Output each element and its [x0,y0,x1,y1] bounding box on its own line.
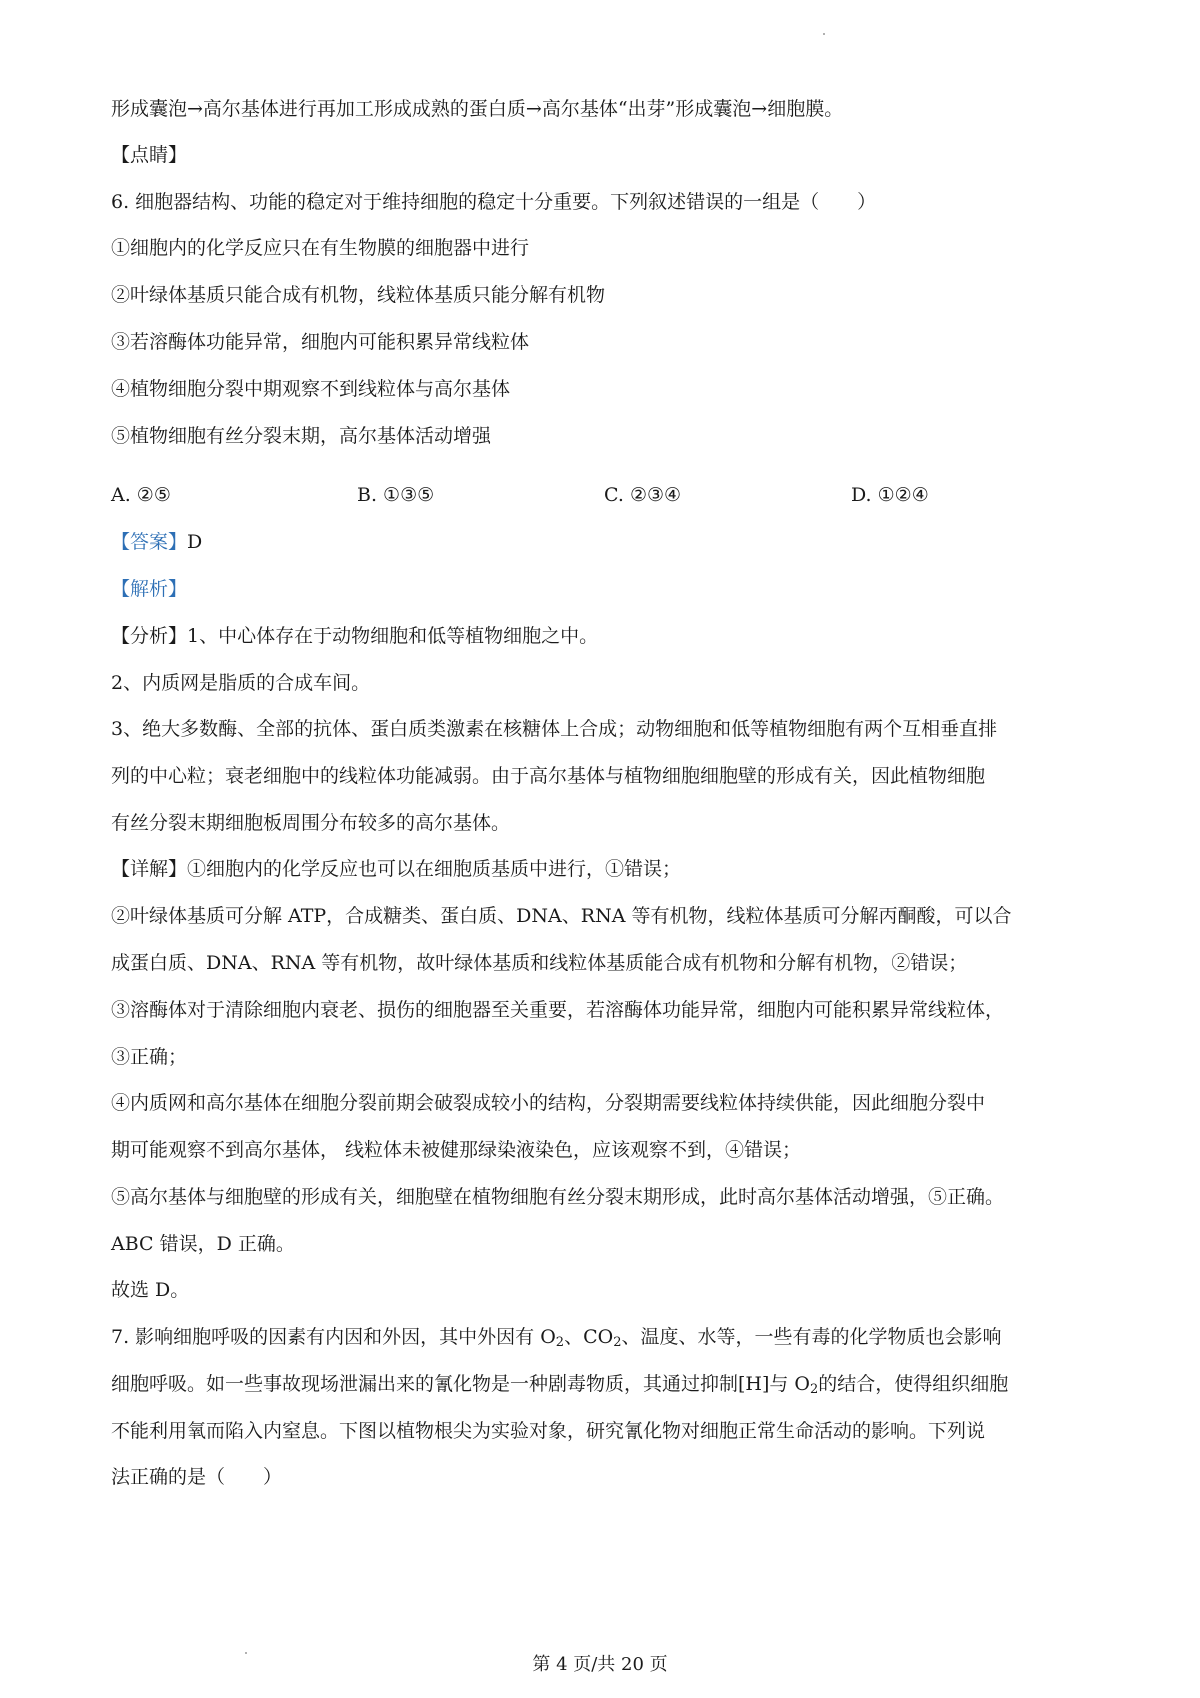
q7-sub-1: 2 [555,1335,565,1350]
statement-4: ④植物细胞分裂中期观察不到线粒体与高尔基体 [111,378,511,400]
answer-tag: 【答案】 [111,531,188,553]
statement-3: ③若溶酶体功能异常，细胞内可能积累异常线粒体 [111,331,530,353]
scan-speck [823,33,825,35]
detail-3b: ③正确； [111,1046,188,1068]
page-footer: 第 4 页/共 20 页 [532,1654,668,1675]
detail-5: ⑤高尔基体与细胞壁的形成有关，细胞壁在植物细胞有丝分裂末期形成，此时高尔基体活动增强，⑤正确。 [111,1186,1005,1208]
q7-text-3: 、温度、水等，一些有毒的化学物质也会影响 [621,1326,1002,1348]
answer-value: D [187,531,203,553]
detail-4a: ④内质网和高尔基体在细胞分裂前期会破裂成较小的结构，分裂期需要线粒体持续供能，因此细胞分裂中 [111,1092,986,1114]
statement-1: ①细胞内的化学反应只在有生物膜的细胞器中进行 [111,237,530,259]
detail-2a: ②叶绿体基质可分解 ATP，合成糖类、蛋白质、DNA、RNA 等有机物，线粒体基质可分解丙酮酸，可以合 [111,905,1012,927]
detail-4b: 期可能观察不到高尔基体， 线粒体未被健那绿染液染色，应该观察不到，④错误； [111,1139,802,1161]
answer-line [111,530,202,554]
question-7-line-4: 法正确的是（ ） [111,1466,283,1488]
option-a: A. ②⑤ [111,484,171,506]
q7-text-2: 、CO [564,1326,614,1348]
statement-5: ⑤植物细胞有丝分裂末期，高尔基体活动增强 [111,425,492,447]
question-7-line-2 [111,1372,1008,1402]
note-heading: 【点睛】 [111,144,188,166]
statement-2: ②叶绿体基质只能合成有机物，线粒体基质只能分解有机物 [111,284,606,306]
question-6: 6. 细胞器结构、功能的稳定对于维持细胞的稳定十分重要。下列叙述错误的一组是（ ） [111,191,877,213]
detail-3a: ③溶酶体对于清除细胞内衰老、损伤的细胞器至关重要，若溶酶体功能异常，细胞内可能积累异常线粒体， [111,999,1005,1021]
q7-text-5: 的结合，使得组织细胞 [818,1373,1009,1395]
options-row [111,483,1011,507]
option-b: B. ①③⑤ [357,484,435,506]
detail-2b: 成蛋白质、DNA、RNA 等有机物，故叶绿体基质和线粒体基质能合成有机物和分解有机物，②错误； [111,952,968,974]
analysis-tag: 【解析】 [111,578,188,600]
q7-sub-3: 2 [810,1382,819,1397]
option-d: D. ①②④ [851,484,929,506]
conclusion: 故选 D。 [111,1279,190,1301]
analysis-3b: 列的中心粒；衰老细胞中的线粒体功能减弱。由于高尔基体与植物细胞细胞壁的形成有关，因此植物细胞 [111,765,986,787]
q7-text-4: 细胞呼吸。如一些事故现场泄漏出来的氰化物是一种剧毒物质，其通过抑制[H]与 O [111,1373,811,1395]
question-7-line-1 [111,1325,1002,1355]
option-c: C. ②③④ [604,484,682,506]
detail-6: ABC 错误，D 正确。 [111,1233,295,1255]
text-line: 形成囊泡→高尔基体进行再加工形成成熟的蛋白质→高尔基体“出芽”形成囊泡→细胞膜。 [111,98,844,120]
q7-sub-2: 2 [613,1335,622,1350]
q7-text-1: 7. 影响细胞呼吸的因素有内因和外因，其中外因有 O [111,1326,556,1348]
analysis-3c: 有丝分裂末期细胞板周围分布较多的高尔基体。 [111,812,511,834]
analysis-1: 【分析】1、中心体存在于动物细胞和低等植物细胞之中。 [111,625,599,647]
detail-1: 【详解】①细胞内的化学反应也可以在细胞质基质中进行，①错误； [111,858,682,880]
question-7-line-3: 不能利用氧而陷入内窒息。下图以植物根尖为实验对象，研究氰化物对细胞正常生命活动的影响。下列说 [111,1420,986,1442]
analysis-3a: 3、绝大多数酶、全部的抗体、蛋白质类激素在核糖体上合成；动物细胞和低等植物细胞有两个互相垂直排 [111,718,998,740]
analysis-2: 2、内质网是脂质的合成车间。 [111,672,371,694]
